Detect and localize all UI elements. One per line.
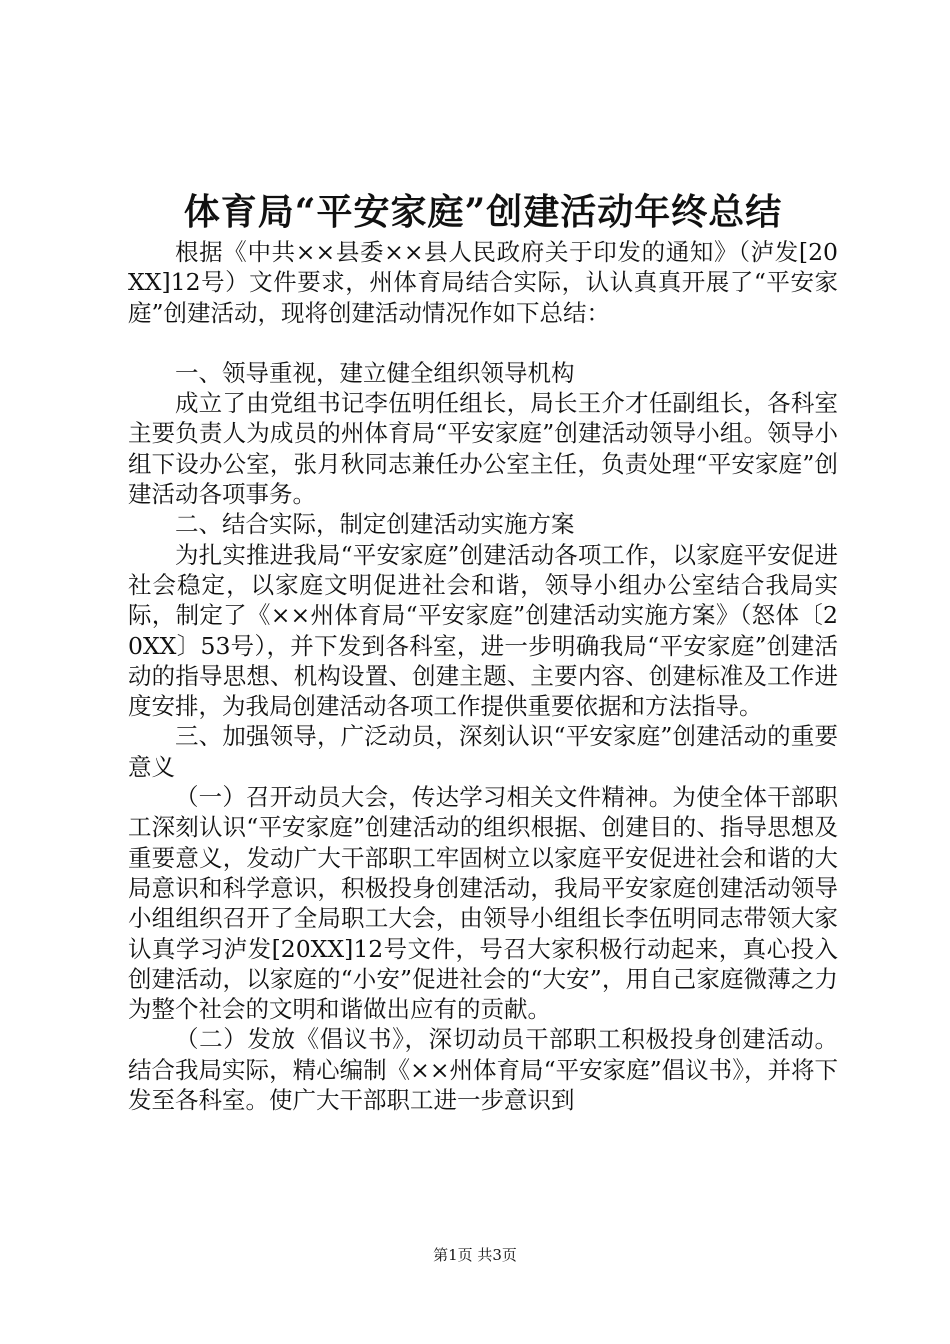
paragraph: 为扎实推进我局“平安家庭”创建活动各项工作，以家庭平安促进社会稳定，以家庭文明促进社会和谐，领导小组办公室结合我局实际，制定了《××州体育局“平安家庭”创建活动实施方案》（怒体〔20XX〕53号），并下发到各科室，进一步明确我局“平安家庭”创建活动的指导思想、机构设置、创建主题、主要内容、创建标准及工作进度安排，为我局创建活动各项工作提供重要依据和方法指导。 bbox=[128, 540, 838, 721]
section-heading-2: 二、结合实际，制定创建活动实施方案 bbox=[175, 510, 575, 539]
document-body bbox=[128, 237, 838, 1115]
section-heading-3: 三、加强领导，广泛动员，深刻认识“平安家庭”创建活动的重要意义 bbox=[128, 722, 838, 781]
intro-paragraph: 根据《中共××县委××县人民政府关于印发的通知》（泸发[20XX]12号）文件要求，州体育局结合实际，认认真真开展了“平安家庭”创建活动，现将创建活动情况作如下总结： bbox=[128, 238, 838, 327]
document-title: 体育局“平安家庭”创建活动年终总结 bbox=[183, 191, 783, 233]
section-heading-1: 一、领导重视，建立健全组织领导机构 bbox=[175, 358, 575, 387]
paragraph: 成立了由党组书记李伍明任组长，局长王介才任副组长，各科室主要负责人为成员的州体育局“平安家庭”创建活动领导小组。领导小组下设办公室，张月秋同志兼任办公室主任，负责处理“平安家庭”创建活动各项事务。 bbox=[128, 389, 838, 509]
document-page bbox=[128, 0, 838, 1344]
paragraph: （二）发放《倡议书》，深切动员干部职工积极投身创建活动。结合我局实际，精心编制《××州体育局“平安家庭”倡议书》，并将下发至各科室。使广大干部职工进一步意识到 bbox=[128, 1025, 838, 1115]
paragraph: （一）召开动员大会，传达学习相关文件精神。为使全体干部职工深刻认识“平安家庭”创建活动的组织根据、创建目的、指导思想及重要意义，发动广大干部职工牢固树立以家庭平安促进社会和谐的大局意识和科学意识，积极投身创建活动，我局平安家庭创建活动领导小组组织召开了全局职工大会，由领导小组组长李伍明同志带领大家认真学习泸发[20XX]12号文件，号召大家积极行动起来，真心投入创建活动，以家庭的“小安”促进社会的“大安”，用自己家庭微薄之力为整个社会的文明和谐做出应有的贡献。 bbox=[128, 783, 838, 1024]
page-footer: 第1页 共3页 bbox=[433, 1246, 517, 1264]
